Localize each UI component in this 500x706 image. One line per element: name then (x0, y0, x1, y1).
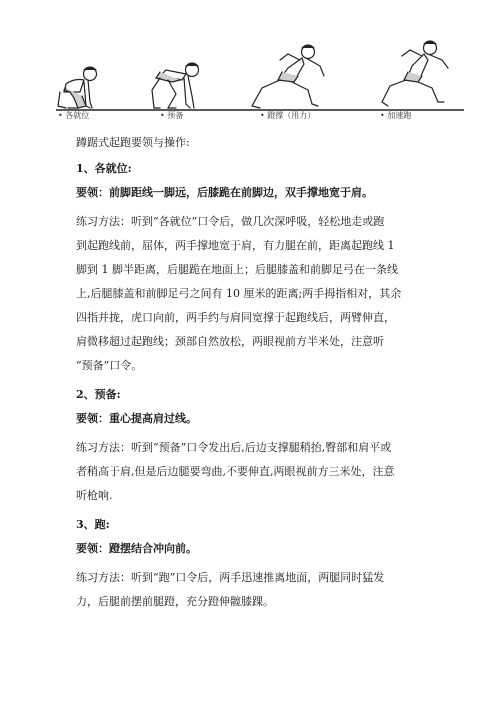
section-practice (76, 566, 436, 614)
document-body (76, 130, 436, 624)
practice-line: 听枪响. (76, 489, 113, 502)
section-heading: 1、各就位: (76, 162, 132, 175)
practice-line: 到起跑线前，屈体，两手撑地宽于肩，有力腿在前，距离起跑线 1 (76, 239, 395, 252)
section-practice (76, 436, 436, 508)
caption-acceleration: • 加速跑 (380, 111, 412, 120)
practice-line: 四指并拢，虎口向前，两手约与肩同宽撑于起跑线后，两臂伸直， (76, 311, 395, 324)
figure-captions (56, 110, 464, 124)
caption-drive: • 蹬撑（用力） (260, 111, 316, 120)
caption-set: • 预备 (160, 111, 184, 120)
section-heading: 2、预备: (76, 388, 121, 401)
section-key-point: 要领：重心提高肩过线。 (76, 412, 197, 425)
intro-text: 蹲踞式起跑要领与操作: (76, 136, 190, 149)
runner-drive (252, 45, 324, 108)
runner-on-your-marks (58, 67, 97, 108)
section-heading: 3、跑: (76, 518, 110, 531)
practice-line: “预备”口令。 (76, 359, 143, 372)
practice-line: 肩微移超过起跑线；颈部自然放松，两眼视前方半米处，注意听 (76, 335, 384, 348)
section-key-point: 要领：前脚距线一脚远，后膝跪在前脚边，双手撑地宽于肩。 (76, 186, 373, 199)
caption-on-your-marks: • 各就位 (58, 111, 90, 120)
practice-line: 者稍高于肩,但是后边腿要弯曲,不要伸直,两眼视前方三米处，注意 (76, 465, 395, 478)
practice-line: 练习方法：听到“各就位”口令后，做几次深呼吸，轻松地走或跑 (76, 215, 385, 228)
practice-line: 上,后腿膝盖和前脚足弓之间有 10 厘米的距离;两手拇指相对，其余 (76, 287, 402, 300)
section-key-point: 要领：蹬摆结合冲向前。 (76, 542, 197, 555)
practice-line: 练习方法：听到“跑”口令后，两手迅速推离地面，两腿同时猛发 (76, 571, 385, 584)
runner-acceleration (382, 41, 448, 106)
practice-line: 练习方法：听到“预备”口令发出后,后边支撑腿稍抬,臀部和肩平或 (76, 441, 392, 454)
practice-line: 力，后腿前摆前腿蹬，充分蹬伸髋膝踝。 (76, 595, 274, 608)
section-practice (76, 210, 436, 378)
practice-line: 脚到 1 脚半距离，后腿跪在地面上；后腿膝盖和前脚足弓在一条线 (76, 263, 398, 276)
runner-set (152, 63, 199, 108)
